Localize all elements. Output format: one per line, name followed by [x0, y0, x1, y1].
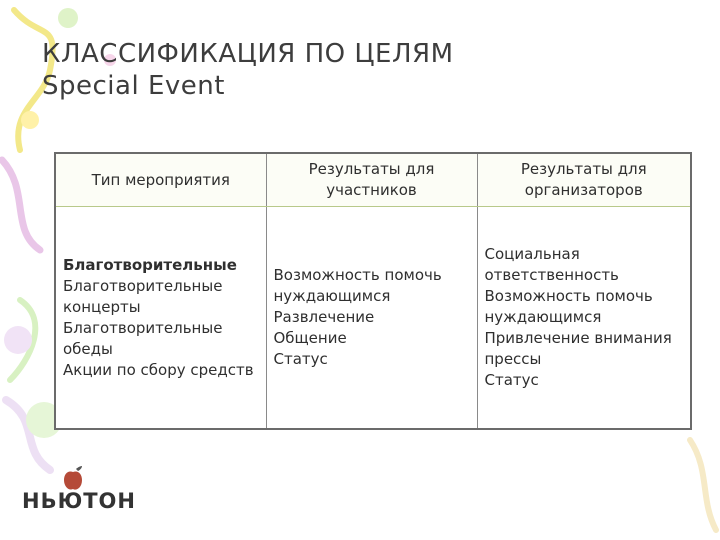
cell-organizer-results: [477, 207, 691, 430]
list-item: Возможность помочь нуждающимся: [484, 287, 653, 326]
list-item: Социальная ответственность: [484, 245, 619, 284]
list-item: Развлечение: [273, 308, 375, 326]
table-row: [55, 207, 691, 430]
decor-dot: [58, 8, 78, 28]
logo-wordmark: НЬЮТОН: [22, 489, 136, 513]
list-item: Благотворительные концерты: [63, 276, 223, 316]
decor-swirl: [2, 160, 40, 250]
list-item: Общение: [273, 329, 347, 347]
header-event-type: Тип мероприятия: [55, 153, 266, 207]
list-item: Акции по сбору средств: [63, 360, 254, 379]
classification-table: [54, 152, 692, 430]
list-item: Возможность помочь нуждающимся: [273, 266, 442, 305]
page-title: КЛАССИФИКАЦИЯ ПО ЦЕЛЯМ Special Event: [42, 39, 454, 101]
list-item: Привлечение внимания прессы: [484, 329, 672, 368]
cell-participant-results: [266, 207, 477, 430]
list-item: Благотворительные: [63, 255, 237, 274]
list-item: Благотворительные обеды: [63, 318, 223, 358]
table-header-row: [55, 153, 691, 207]
list-item: Статус: [273, 350, 328, 368]
cell-event-types: [55, 207, 266, 430]
decor-swirl: [690, 440, 716, 530]
header-participant-results: Результаты для участников: [266, 153, 477, 207]
list-item: Статус: [484, 371, 539, 389]
header-organizer-results: Результаты для организаторов: [477, 153, 691, 207]
decor-dot: [4, 326, 32, 354]
decor-dot: [21, 111, 39, 129]
